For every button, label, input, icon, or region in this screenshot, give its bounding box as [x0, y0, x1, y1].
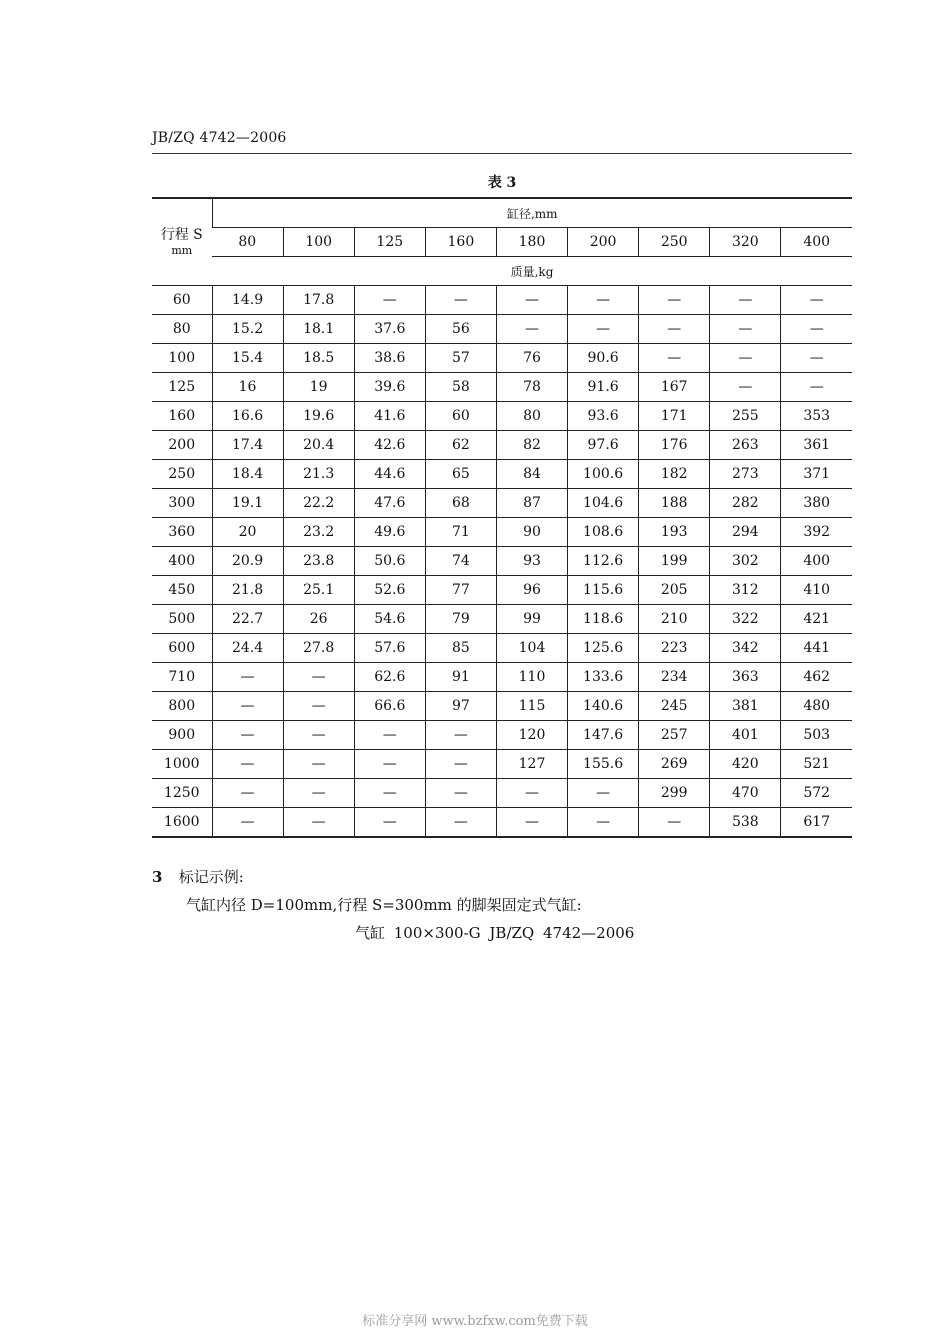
marking-example: 气缸 100×300-G JB/ZQ 4742—2006	[355, 924, 635, 942]
mass-cell: 91.6	[568, 373, 639, 402]
mass-cell: 57.6	[354, 634, 425, 663]
mass-cell: 257	[639, 721, 710, 750]
mass-cell: 39.6	[354, 373, 425, 402]
mass-cell: —	[568, 315, 639, 344]
mass-cell: 99	[496, 605, 567, 634]
mass-cell: 97	[425, 692, 496, 721]
mass-cell: 17.4	[212, 431, 283, 460]
table-row	[152, 344, 852, 373]
mass-cell: 47.6	[354, 489, 425, 518]
mass-cell: 401	[710, 721, 781, 750]
mass-cell: —	[212, 779, 283, 808]
mass-cell: 380	[781, 489, 852, 518]
mass-cell: —	[283, 692, 354, 721]
bore-header-cell: 80	[212, 228, 283, 257]
mass-cell: 66.6	[354, 692, 425, 721]
table-row	[152, 692, 852, 721]
mass-cell: 68	[425, 489, 496, 518]
stroke-cell: 80	[152, 315, 212, 344]
stroke-cell: 1600	[152, 808, 212, 838]
mass-cell: —	[283, 779, 354, 808]
stroke-cell: 1250	[152, 779, 212, 808]
mass-cell: 371	[781, 460, 852, 489]
mass-cell: 57	[425, 344, 496, 373]
mass-cell: 19	[283, 373, 354, 402]
mass-cell: 90.6	[568, 344, 639, 373]
mass-cell: 441	[781, 634, 852, 663]
mass-cell: 38.6	[354, 344, 425, 373]
table-row	[152, 721, 852, 750]
mass-cell: 52.6	[354, 576, 425, 605]
mass-cell: 176	[639, 431, 710, 460]
mass-cell: —	[639, 315, 710, 344]
mass-cell: —	[496, 315, 567, 344]
mass-cell: 62	[425, 431, 496, 460]
mass-cell: 480	[781, 692, 852, 721]
mass-cell: 21.3	[283, 460, 354, 489]
mass-cell: 361	[781, 431, 852, 460]
mass-cell: —	[354, 779, 425, 808]
mass-cell: 37.6	[354, 315, 425, 344]
stroke-cell: 60	[152, 286, 212, 315]
stroke-cell: 360	[152, 518, 212, 547]
stroke-cell: 125	[152, 373, 212, 402]
stroke-cell: 600	[152, 634, 212, 663]
mass-cell: 56	[425, 315, 496, 344]
mass-cell: 80	[496, 402, 567, 431]
mass-cell: 87	[496, 489, 567, 518]
mass-cell: 26	[283, 605, 354, 634]
stroke-cell: 160	[152, 402, 212, 431]
watermark: 标准分享网 www.bzfxw.com免费下载	[362, 1314, 588, 1329]
section-title: 标记示例:	[178, 868, 244, 886]
mass-cell: 269	[639, 750, 710, 779]
mass-cell: —	[568, 808, 639, 838]
table-row	[152, 518, 852, 547]
table-row	[152, 750, 852, 779]
mass-cell: 193	[639, 518, 710, 547]
mass-cell: 49.6	[354, 518, 425, 547]
stroke-cell: 710	[152, 663, 212, 692]
mass-cell: 82	[496, 431, 567, 460]
mass-cell: —	[354, 721, 425, 750]
mass-cell: 112.6	[568, 547, 639, 576]
mass-cell: 104	[496, 634, 567, 663]
mass-cell: —	[568, 779, 639, 808]
mass-cell: 96	[496, 576, 567, 605]
mass-cell: 85	[425, 634, 496, 663]
stroke-cell: 450	[152, 576, 212, 605]
bore-header-cell: 180	[496, 228, 567, 257]
mass-cell: —	[354, 750, 425, 779]
mass-cell: 120	[496, 721, 567, 750]
bore-header-cell: 100	[283, 228, 354, 257]
mass-cell: 617	[781, 808, 852, 838]
mass-cell: 16.6	[212, 402, 283, 431]
mass-cell: 18.5	[283, 344, 354, 373]
mass-cell: 188	[639, 489, 710, 518]
mass-cell: 24.4	[212, 634, 283, 663]
bore-header-cell: 200	[568, 228, 639, 257]
mass-cell: —	[283, 808, 354, 838]
mass-cell: 363	[710, 663, 781, 692]
mass-cell: 15.2	[212, 315, 283, 344]
mass-cell: 14.9	[212, 286, 283, 315]
mass-cell: 182	[639, 460, 710, 489]
table-row	[152, 373, 852, 402]
mass-cell: 538	[710, 808, 781, 838]
mass-cell: 133.6	[568, 663, 639, 692]
mass-cell: —	[568, 286, 639, 315]
mass-cell: —	[212, 663, 283, 692]
mass-cell: —	[425, 750, 496, 779]
stroke-cell: 300	[152, 489, 212, 518]
mass-cell: 127	[496, 750, 567, 779]
mass-cell: 110	[496, 663, 567, 692]
mass-cell: —	[354, 808, 425, 838]
mass-cell: 17.8	[283, 286, 354, 315]
mass-cell: 125.6	[568, 634, 639, 663]
mass-cell: —	[425, 286, 496, 315]
mass-cell: —	[425, 721, 496, 750]
bore-header-cell: 125	[354, 228, 425, 257]
mass-cell: 54.6	[354, 605, 425, 634]
mass-cell: 65	[425, 460, 496, 489]
mass-cell: 27.8	[283, 634, 354, 663]
mass-cell: 521	[781, 750, 852, 779]
mass-cell: 25.1	[283, 576, 354, 605]
mass-table-body	[152, 286, 852, 838]
mass-cell: 205	[639, 576, 710, 605]
stroke-cell: 800	[152, 692, 212, 721]
mass-cell: 21.8	[212, 576, 283, 605]
mass-cell: 20.9	[212, 547, 283, 576]
table-row	[152, 315, 852, 344]
mass-cell: 22.2	[283, 489, 354, 518]
mass-cell: 322	[710, 605, 781, 634]
mass-cell: —	[639, 344, 710, 373]
stroke-cell: 100	[152, 344, 212, 373]
stroke-cell: 400	[152, 547, 212, 576]
mass-cell: 16	[212, 373, 283, 402]
mass-cell: —	[496, 779, 567, 808]
mass-cell: 342	[710, 634, 781, 663]
mass-cell: 255	[710, 402, 781, 431]
mass-cell: 171	[639, 402, 710, 431]
mass-cell: 223	[639, 634, 710, 663]
mass-cell: —	[354, 286, 425, 315]
mass-cell: 381	[710, 692, 781, 721]
mass-cell: —	[425, 808, 496, 838]
mass-cell: 18.4	[212, 460, 283, 489]
mass-cell: 93	[496, 547, 567, 576]
mass-cell: 421	[781, 605, 852, 634]
mass-cell: —	[639, 286, 710, 315]
mass-cell: 115	[496, 692, 567, 721]
mass-cell: —	[283, 663, 354, 692]
bore-header-cell: 160	[425, 228, 496, 257]
bore-header-cell: 400	[781, 228, 852, 257]
bore-header-cell: 250	[639, 228, 710, 257]
mass-cell: 23.8	[283, 547, 354, 576]
mass-cell: 294	[710, 518, 781, 547]
stroke-header	[152, 198, 212, 286]
mass-cell: —	[496, 286, 567, 315]
table-row	[152, 460, 852, 489]
mass-cell: 76	[496, 344, 567, 373]
table-row	[152, 605, 852, 634]
mass-cell: 18.1	[283, 315, 354, 344]
mass-cell: 90	[496, 518, 567, 547]
bore-header: 缸径,mm	[212, 198, 852, 228]
mass-cell: —	[710, 373, 781, 402]
mass-cell: 263	[710, 431, 781, 460]
mass-cell: 420	[710, 750, 781, 779]
mass-cell: —	[212, 721, 283, 750]
mass-cell: —	[781, 344, 852, 373]
mass-cell: 199	[639, 547, 710, 576]
table-row	[152, 634, 852, 663]
mass-cell: 210	[639, 605, 710, 634]
mass-cell: —	[710, 315, 781, 344]
table-row	[152, 779, 852, 808]
mass-cell: 23.2	[283, 518, 354, 547]
mass-cell: 84	[496, 460, 567, 489]
mass-table	[152, 197, 852, 838]
mass-cell: 20	[212, 518, 283, 547]
section-3-heading	[152, 866, 244, 887]
table-row	[152, 663, 852, 692]
mass-cell: 93.6	[568, 402, 639, 431]
mass-cell: 155.6	[568, 750, 639, 779]
mass-cell: 410	[781, 576, 852, 605]
mass-cell: 50.6	[354, 547, 425, 576]
mass-cell: —	[781, 373, 852, 402]
mass-cell: 71	[425, 518, 496, 547]
stroke-cell: 200	[152, 431, 212, 460]
mass-cell: —	[496, 808, 567, 838]
mass-cell: 312	[710, 576, 781, 605]
mass-cell: 60	[425, 402, 496, 431]
mass-cell: 104.6	[568, 489, 639, 518]
mass-cell: —	[212, 750, 283, 779]
table-row	[152, 808, 852, 838]
bore-header-cell: 320	[710, 228, 781, 257]
mass-cell: 100.6	[568, 460, 639, 489]
mass-cell: 97.6	[568, 431, 639, 460]
mass-cell: 118.6	[568, 605, 639, 634]
mass-cell: —	[781, 315, 852, 344]
mass-cell: —	[283, 750, 354, 779]
table-row	[152, 489, 852, 518]
mass-cell: 140.6	[568, 692, 639, 721]
stroke-cell: 900	[152, 721, 212, 750]
bore-values-row	[152, 228, 852, 257]
stroke-label: 行程 S	[160, 226, 203, 243]
mass-cell: 79	[425, 605, 496, 634]
stroke-cell: 1000	[152, 750, 212, 779]
mass-cell: —	[639, 808, 710, 838]
mass-cell: 147.6	[568, 721, 639, 750]
mass-cell: 115.6	[568, 576, 639, 605]
mass-cell: 19.1	[212, 489, 283, 518]
mass-cell: 20.4	[283, 431, 354, 460]
stroke-cell: 500	[152, 605, 212, 634]
table-row	[152, 431, 852, 460]
mass-cell: 44.6	[354, 460, 425, 489]
mass-cell: —	[781, 286, 852, 315]
header-rule	[152, 153, 852, 154]
mass-cell: 273	[710, 460, 781, 489]
stroke-cell: 250	[152, 460, 212, 489]
mass-cell: 353	[781, 402, 852, 431]
mass-cell: 572	[781, 779, 852, 808]
mass-cell: —	[212, 808, 283, 838]
section-number: 3	[152, 868, 163, 886]
mass-cell: 15.4	[212, 344, 283, 373]
mass-cell: 91	[425, 663, 496, 692]
mass-header: 质量,kg	[212, 257, 852, 286]
mass-cell: 400	[781, 547, 852, 576]
mass-cell: 302	[710, 547, 781, 576]
mass-cell: 58	[425, 373, 496, 402]
table-row	[152, 402, 852, 431]
mass-cell: 234	[639, 663, 710, 692]
mass-cell: —	[425, 779, 496, 808]
mass-cell: 245	[639, 692, 710, 721]
standard-code-header: JB/ZQ 4742—2006	[152, 130, 287, 146]
mass-cell: 78	[496, 373, 567, 402]
table-row	[152, 576, 852, 605]
mass-cell: 19.6	[283, 402, 354, 431]
mass-cell: 42.6	[354, 431, 425, 460]
mass-cell: 470	[710, 779, 781, 808]
mass-cell: 299	[639, 779, 710, 808]
mass-cell: 62.6	[354, 663, 425, 692]
mass-cell: —	[212, 692, 283, 721]
mass-cell: 108.6	[568, 518, 639, 547]
mass-cell: 503	[781, 721, 852, 750]
mass-cell: 22.7	[212, 605, 283, 634]
mass-cell: 167	[639, 373, 710, 402]
stroke-unit: mm	[171, 243, 193, 257]
table-row	[152, 547, 852, 576]
table-row	[152, 286, 852, 315]
mass-cell: —	[283, 721, 354, 750]
mass-cell: 282	[710, 489, 781, 518]
table-caption: 表 3	[487, 175, 517, 191]
mass-cell: 392	[781, 518, 852, 547]
mass-cell: —	[710, 344, 781, 373]
mass-cell: 462	[781, 663, 852, 692]
mass-cell: 77	[425, 576, 496, 605]
mass-cell: —	[710, 286, 781, 315]
mass-cell: 74	[425, 547, 496, 576]
marking-example-description: 气缸内径 D=100mm,行程 S=300mm 的脚架固定式气缸:	[186, 896, 582, 914]
mass-cell: 41.6	[354, 402, 425, 431]
